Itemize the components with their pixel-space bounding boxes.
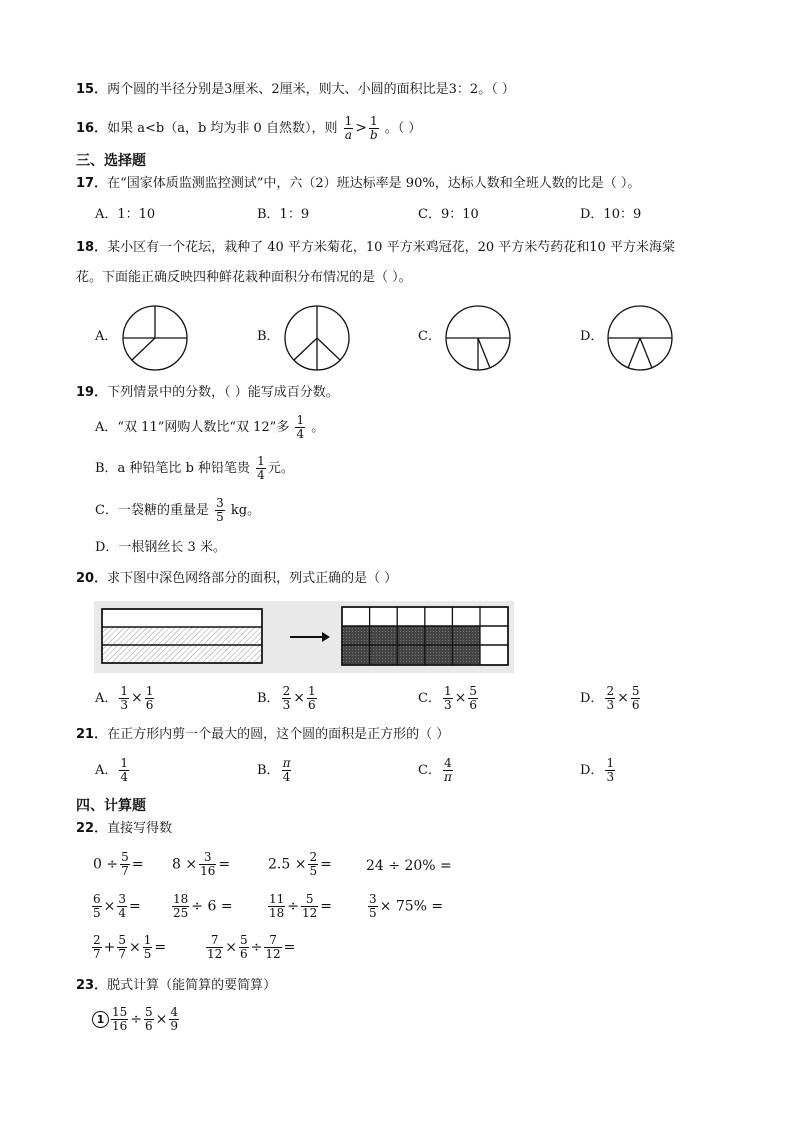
question-18-line2: 花。下面能正确反映四种鲜花栽种面积分布情况的是（ ）。 [76,270,412,285]
option-a[interactable]: A． $\frac{1}{3}$ × $\frac{1}{6}$ [95,684,154,712]
question-23: 23．脱式计算（能简算的要简算） [76,978,277,993]
question-text: 直接写得数 [107,821,173,836]
question-text: 在正方形内剪一个最大的圆，这个圆的面积是正方形的（ ） [107,727,450,742]
question-20: 20．求下图中深色网络部分的面积，列式正确的是（ ） [76,571,398,586]
pie-option-a [120,303,190,373]
question-number: 21 [76,727,95,742]
question-text: 某小区有一个花坛，栽种了 40 平方米菊花，10 平方米鸡冠花，20 平方米芍药花和10 平方米海棠 [107,240,675,255]
option-b[interactable]: B． $\frac{2}{3}$ × $\frac{1}{6}$ [257,684,316,712]
question-number: 16 [76,121,95,136]
option-c[interactable]: C． $\frac{1}{3}$ × $\frac{5}{6}$ [418,684,477,712]
question-text: 两个圆的半径分别是3厘米、2厘米，则大、小圆的面积比是3：2。（ ） [107,82,515,97]
option-a[interactable]: A． $\frac{1}{4}$ [95,756,129,784]
expr-1: 0 ÷ $\frac{5}{7}$ = [93,850,144,878]
expr-9: $\frac{2}{7}$ + $\frac{5}{7}$ × $\frac{1}{5}$ = [93,933,167,961]
question-text: 如果 a<b（a，b 均为非 0 自然数），则 [107,121,338,136]
fraction: $\frac{1}{4}$ [296,413,305,441]
question-16: 16．如果 a<b（a，b 均为非 0 自然数），则 $\frac{1}{a}$ > $\frac{1}{b}$ 。（ ） [76,114,422,142]
expr-2: 8 × $\frac{3}{16}$ = [172,850,231,878]
pie-option-c [443,303,513,373]
expr-23-1: 1 $\frac{15}{16}$ ÷ $\frac{5}{6}$ × $\frac{4}{9}$ [92,1006,181,1033]
option-a[interactable]: A．1：10 [95,207,156,222]
expr-10: $\frac{7}{12}$ × $\frac{5}{6}$ ÷ $\frac{7}{12}$ = [207,933,296,961]
section-heading-calc: 四、计算题 [76,798,146,814]
question-number: 17 [76,176,95,191]
question-number: 18 [76,240,95,255]
option-a[interactable]: A．“双 11”网购人数比“双 12”多 $\frac{1}{4}$ 。 [95,413,325,441]
question-21: 21．在正方形内剪一个最大的圆，这个圆的面积是正方形的（ ） [76,727,450,742]
fraction: $\frac{1}{b}$ [369,114,378,142]
question-number: 23 [76,978,95,993]
option-d[interactable]: D． $\frac{2}{3}$ × $\frac{5}{6}$ [580,684,640,712]
option-b[interactable]: B．1：9 [257,207,310,222]
question-number: 20 [76,571,95,586]
expr-5: $\frac{6}{5}$ × $\frac{3}{4}$ = [93,892,141,920]
section-heading-choice: 三、选择题 [76,153,146,169]
question-17: 17．在“国家体质监测监控测试”中，六（2）班达标率是 90%，达标人数和全班人数的比是（ ）。 [76,176,641,191]
fraction: $\frac{1}{4}$ [257,454,265,482]
question-18: 18．某小区有一个花坛，栽种了 40 平方米菊花，10 平方米鸡冠花，20 平方米芍药花和10 平方米海棠 [76,240,675,255]
option-c[interactable]: C． $\frac{4}{\pi}$ [418,756,452,784]
option-c[interactable]: C．一袋糖的重量是 $\frac{3}{5}$ kg。 [95,496,261,524]
option-d[interactable]: D．10：9 [580,207,642,222]
question-15: 15．两个圆的半径分别是3厘米、2厘米，则大、小圆的面积比是3：2。（ ） [76,82,515,97]
fraction: $\frac{3}{5}$ [216,496,224,524]
pie-option-b [282,303,352,373]
option-b[interactable]: B． [257,329,280,344]
question-number: 22 [76,821,95,836]
expr-6: $\frac{18}{25}$ ÷ 6 = [173,892,233,920]
expr-3: 2.5 × $\frac{2}{5}$ = [268,850,332,878]
question-22: 22．直接写得数 [76,821,173,836]
expr-4: 24 ÷ 20% = [366,858,452,874]
grid-figure [94,601,514,673]
option-b[interactable]: B．a 种铅笔比 b 种铅笔贵 $\frac{1}{4}$ 元。 [95,454,294,482]
option-d[interactable]: D．一根钢丝长 3 米。 [95,540,226,555]
option-b[interactable]: B． $\frac{\pi}{4}$ [257,756,291,784]
circled-number-icon: 1 [92,1011,109,1028]
fraction: $\frac{1}{a}$ [344,114,353,142]
question-text: 下列情景中的分数，（ ）能写成百分数。 [107,385,339,400]
option-c[interactable]: C． [418,329,441,344]
option-c[interactable]: C．9：10 [418,207,479,222]
question-number: 19 [76,385,95,400]
option-d[interactable]: D． $\frac{1}{3}$ [580,756,615,784]
question-text: 在“国家体质监测监控测试”中，六（2）班达标率是 90%，达标人数和全班人数的比是（ ）。 [107,176,641,191]
question-text: 求下图中深色网络部分的面积，列式正确的是（ ） [107,571,398,586]
option-a[interactable]: A． [95,329,118,344]
option-d[interactable]: D． [580,329,604,344]
expr-8: $\frac{3}{5}$ × 75% = [369,892,444,920]
question-number: 15 [76,82,95,97]
pie-option-d [605,303,675,373]
question-text: 脱式计算（能简算的要简算） [107,978,277,993]
expr-7: $\frac{11}{18}$ ÷ $\frac{5}{12}$ = [269,892,333,920]
question-19: 19．下列情景中的分数，（ ）能写成百分数。 [76,385,339,400]
